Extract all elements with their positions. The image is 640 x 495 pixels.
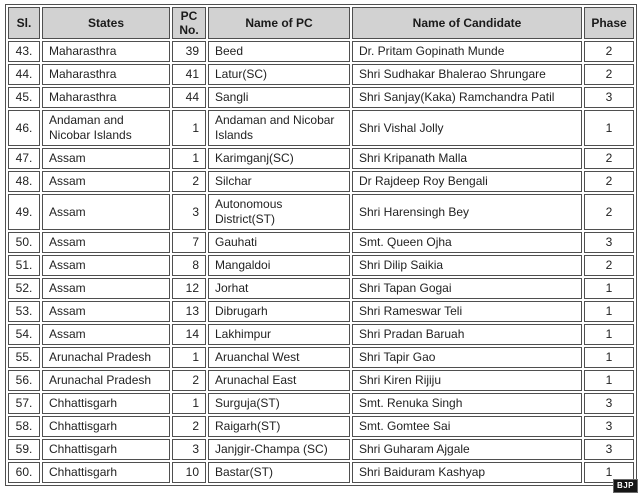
cell-state: Assam: [42, 148, 170, 169]
cell-candidate: Shri Kiren Rijiju: [352, 370, 582, 391]
table-row: [8, 347, 634, 368]
cell-state: Chhattisgarh: [42, 416, 170, 437]
table-header: [8, 7, 634, 39]
cell-pc_name: Dibrugarh: [208, 301, 350, 322]
cell-sl: 51.: [8, 255, 40, 276]
cell-state: Assam: [42, 301, 170, 322]
cell-pc_no: 7: [172, 232, 206, 253]
table-row: [8, 110, 634, 146]
cell-state: Arunachal Pradesh: [42, 370, 170, 391]
table-row: [8, 255, 634, 276]
cell-candidate: Dr Rajdeep Roy Bengali: [352, 171, 582, 192]
cell-sl: 55.: [8, 347, 40, 368]
cell-pc_name: Karimganj(SC): [208, 148, 350, 169]
cell-pc_no: 41: [172, 64, 206, 85]
cell-pc_name: Andaman and Nicobar Islands: [208, 110, 350, 146]
table-row: [8, 64, 634, 85]
header-cell-pc_no: PC No.: [172, 7, 206, 39]
cell-candidate: Shri Sudhakar Bhalerao Shrungare: [352, 64, 582, 85]
cell-pc_name: Latur(SC): [208, 64, 350, 85]
cell-state: Assam: [42, 171, 170, 192]
table-row: [8, 87, 634, 108]
cell-candidate: Shri Harensingh Bey: [352, 194, 582, 230]
cell-pc_no: 14: [172, 324, 206, 345]
table-row: [8, 41, 634, 62]
table-row: [8, 462, 634, 483]
cell-state: Chhattisgarh: [42, 393, 170, 414]
cell-state: Chhattisgarh: [42, 462, 170, 483]
cell-phase: 2: [584, 255, 634, 276]
cell-phase: 2: [584, 171, 634, 192]
cell-pc_name: Mangaldoi: [208, 255, 350, 276]
cell-pc_no: 1: [172, 393, 206, 414]
cell-pc_no: 1: [172, 148, 206, 169]
cell-phase: 1: [584, 301, 634, 322]
cell-state: Andaman and Nicobar Islands: [42, 110, 170, 146]
cell-phase: 1: [584, 370, 634, 391]
header-cell-state: States: [42, 7, 170, 39]
header-cell-phase: Phase: [584, 7, 634, 39]
table-row: [8, 301, 634, 322]
cell-sl: 48.: [8, 171, 40, 192]
cell-state: Assam: [42, 324, 170, 345]
cell-pc_no: 1: [172, 347, 206, 368]
header-row: [8, 7, 634, 39]
cell-sl: 57.: [8, 393, 40, 414]
cell-state: Maharasthra: [42, 64, 170, 85]
cell-state: Maharasthra: [42, 87, 170, 108]
cell-phase: 1: [584, 110, 634, 146]
candidates-table: [5, 4, 637, 486]
cell-sl: 58.: [8, 416, 40, 437]
cell-pc_name: Arunachal East: [208, 370, 350, 391]
cell-state: Assam: [42, 278, 170, 299]
cell-sl: 46.: [8, 110, 40, 146]
cell-sl: 45.: [8, 87, 40, 108]
cell-pc_no: 39: [172, 41, 206, 62]
cell-pc_name: Autonomous District(ST): [208, 194, 350, 230]
cell-pc_name: Lakhimpur: [208, 324, 350, 345]
cell-state: Maharasthra: [42, 41, 170, 62]
cell-pc_name: Silchar: [208, 171, 350, 192]
cell-state: Chhattisgarh: [42, 439, 170, 460]
cell-candidate: Shri Guharam Ajgale: [352, 439, 582, 460]
cell-candidate: Shri Pradan Baruah: [352, 324, 582, 345]
cell-phase: 3: [584, 416, 634, 437]
cell-pc_name: Raigarh(ST): [208, 416, 350, 437]
cell-candidate: Shri Sanjay(Kaka) Ramchandra Patil: [352, 87, 582, 108]
cell-pc_no: 10: [172, 462, 206, 483]
cell-pc_name: Surguja(ST): [208, 393, 350, 414]
cell-pc_no: 12: [172, 278, 206, 299]
cell-candidate: Shri Dilip Saikia: [352, 255, 582, 276]
table-row: [8, 278, 634, 299]
cell-pc_name: Gauhati: [208, 232, 350, 253]
cell-phase: 1: [584, 347, 634, 368]
cell-candidate: Shri Baiduram Kashyap: [352, 462, 582, 483]
header-cell-pc_name: Name of PC: [208, 7, 350, 39]
cell-pc_name: Jorhat: [208, 278, 350, 299]
cell-pc_no: 8: [172, 255, 206, 276]
cell-pc_name: Sangli: [208, 87, 350, 108]
cell-sl: 53.: [8, 301, 40, 322]
table-row: [8, 439, 634, 460]
cell-phase: 1: [584, 324, 634, 345]
cell-candidate: Smt. Queen Ojha: [352, 232, 582, 253]
table-row: [8, 370, 634, 391]
table-row: [8, 171, 634, 192]
table-body: [8, 41, 634, 483]
cell-phase: 3: [584, 439, 634, 460]
cell-state: Assam: [42, 194, 170, 230]
cell-pc_name: Beed: [208, 41, 350, 62]
cell-sl: 54.: [8, 324, 40, 345]
cell-candidate: Shri Rameswar Teli: [352, 301, 582, 322]
cell-pc_no: 13: [172, 301, 206, 322]
cell-phase: 3: [584, 232, 634, 253]
cell-state: Arunachal Pradesh: [42, 347, 170, 368]
cell-sl: 52.: [8, 278, 40, 299]
cell-phase: 3: [584, 87, 634, 108]
table-row: [8, 416, 634, 437]
header-cell-sl: Sl.: [8, 7, 40, 39]
cell-phase: 2: [584, 194, 634, 230]
cell-pc_name: Bastar(ST): [208, 462, 350, 483]
cell-phase: 3: [584, 393, 634, 414]
table-row: [8, 148, 634, 169]
cell-pc_name: Aruanchal West: [208, 347, 350, 368]
cell-candidate: Smt. Renuka Singh: [352, 393, 582, 414]
cell-pc_no: 2: [172, 171, 206, 192]
cell-phase: 1: [584, 278, 634, 299]
cell-pc_no: 3: [172, 194, 206, 230]
cell-phase: 1: [584, 462, 634, 483]
cell-candidate: Dr. Pritam Gopinath Munde: [352, 41, 582, 62]
cell-candidate: Shri Tapan Gogai: [352, 278, 582, 299]
bjp-watermark-badge: BJP: [613, 479, 638, 493]
cell-pc_no: 2: [172, 370, 206, 391]
table-row: [8, 232, 634, 253]
cell-pc_no: 3: [172, 439, 206, 460]
cell-candidate: Smt. Gomtee Sai: [352, 416, 582, 437]
cell-state: Assam: [42, 232, 170, 253]
cell-sl: 60.: [8, 462, 40, 483]
cell-sl: 50.: [8, 232, 40, 253]
cell-sl: 59.: [8, 439, 40, 460]
cell-pc_name: Janjgir-Champa (SC): [208, 439, 350, 460]
cell-sl: 47.: [8, 148, 40, 169]
cell-pc_no: 2: [172, 416, 206, 437]
cell-phase: 2: [584, 148, 634, 169]
cell-phase: 2: [584, 41, 634, 62]
cell-sl: 56.: [8, 370, 40, 391]
header-cell-candidate: Name of Candidate: [352, 7, 582, 39]
cell-sl: 49.: [8, 194, 40, 230]
cell-sl: 44.: [8, 64, 40, 85]
cell-candidate: Shri Tapir Gao: [352, 347, 582, 368]
cell-pc_no: 1: [172, 110, 206, 146]
cell-pc_no: 44: [172, 87, 206, 108]
table-row: [8, 393, 634, 414]
cell-candidate: Shri Kripanath Malla: [352, 148, 582, 169]
cell-state: Assam: [42, 255, 170, 276]
cell-phase: 2: [584, 64, 634, 85]
cell-candidate: Shri Vishal Jolly: [352, 110, 582, 146]
table-row: [8, 194, 634, 230]
cell-sl: 43.: [8, 41, 40, 62]
table-row: [8, 324, 634, 345]
